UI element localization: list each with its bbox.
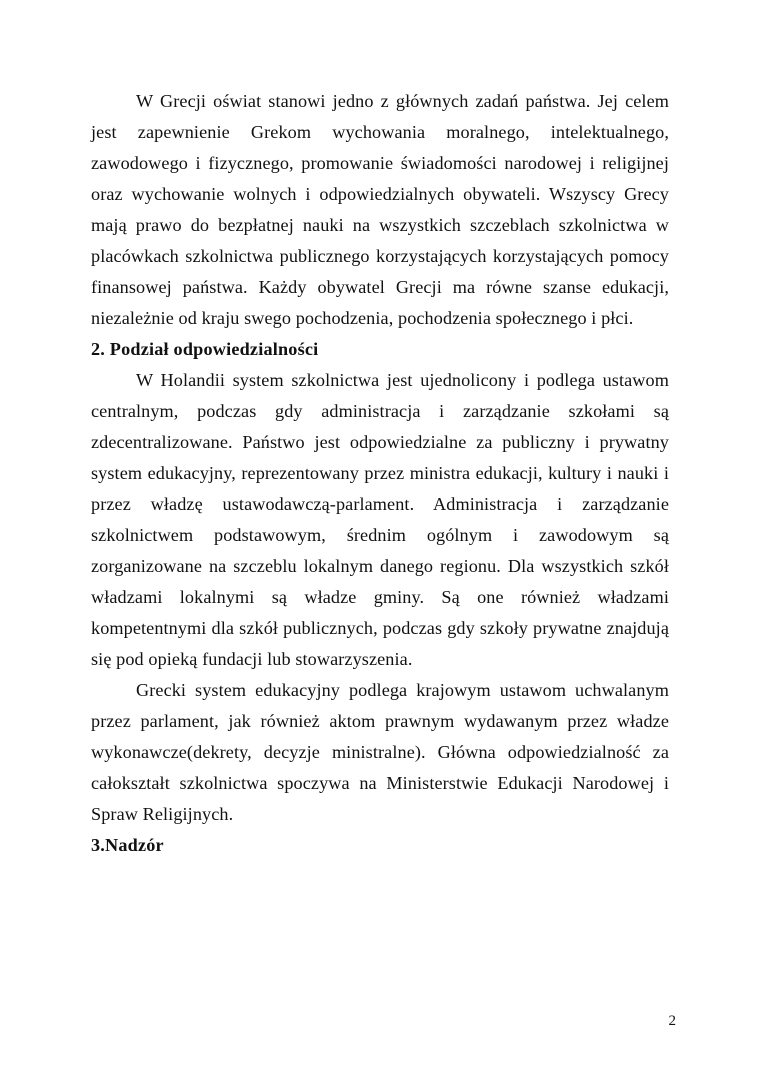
document-body [91, 86, 669, 861]
page-number: 2 [668, 1013, 676, 1029]
paragraph-netherlands-system: W Holandii system szkolnictwa jest ujednolicony i podlega ustawom centralnym, podczas gdy administracja i zarządzanie szkołami są zdecentralizowane. Państwo jest odpowiedzialne za publiczny i prywatny system edukacyjny, reprezentowany przez ministra edukacji, kultury i nauki i przez władzę ustawodawczą-parlament. Administracja i zarządzanie szkolnictwem podstawowym, średnim ogólnym i zawodowym są zorganizowane na szczeblu lokalnym danego regionu. Dla wszystkich szkół władzami lokalnymi są władze gminy. Są one również władzami kompetentnymi dla szkół publicznych, podczas gdy szkoły prywatne znajdują się pod opieką fundacji lub stowarzyszenia. [91, 370, 669, 669]
paragraph-greek-system: Grecki system edukacyjny podlega krajowym ustawom uchwalanym przez parlament, jak również aktom prawnym wydawanym przez władze wykonawcze(dekrety, decyzje ministralne). Główna odpowiedzialność za całokształt szkolnictwa spoczywa na Ministerstwie Edukacji Narodowej i Spraw Religijnych. [91, 680, 669, 824]
section-heading-responsibility: 2. Podział odpowiedzialności [91, 339, 319, 359]
paragraph-education-greece: W Grecji oświat stanowi jedno z głównych zadań państwa. Jej celem jest zapewnienie Grekom wychowania moralnego, intelektualnego, zawodowego i fizycznego, promowanie świadomości narodowej i religijnej oraz wychowanie wolnych i odpowiedzialnych obywateli. Wszyscy Grecy mają prawo do bezpłatnej nauki na wszystkich szczeblach szkolnictwa w placówkach szkolnictwa publicznego korzystających korzystających pomocy finansowej państwa. Każdy obywatel Grecji ma równe szanse edukacji, niezależnie od kraju swego pochodzenia, pochodzenia społecznego i płci. [91, 91, 669, 328]
section-heading-supervision: 3.Nadzór [91, 835, 164, 855]
